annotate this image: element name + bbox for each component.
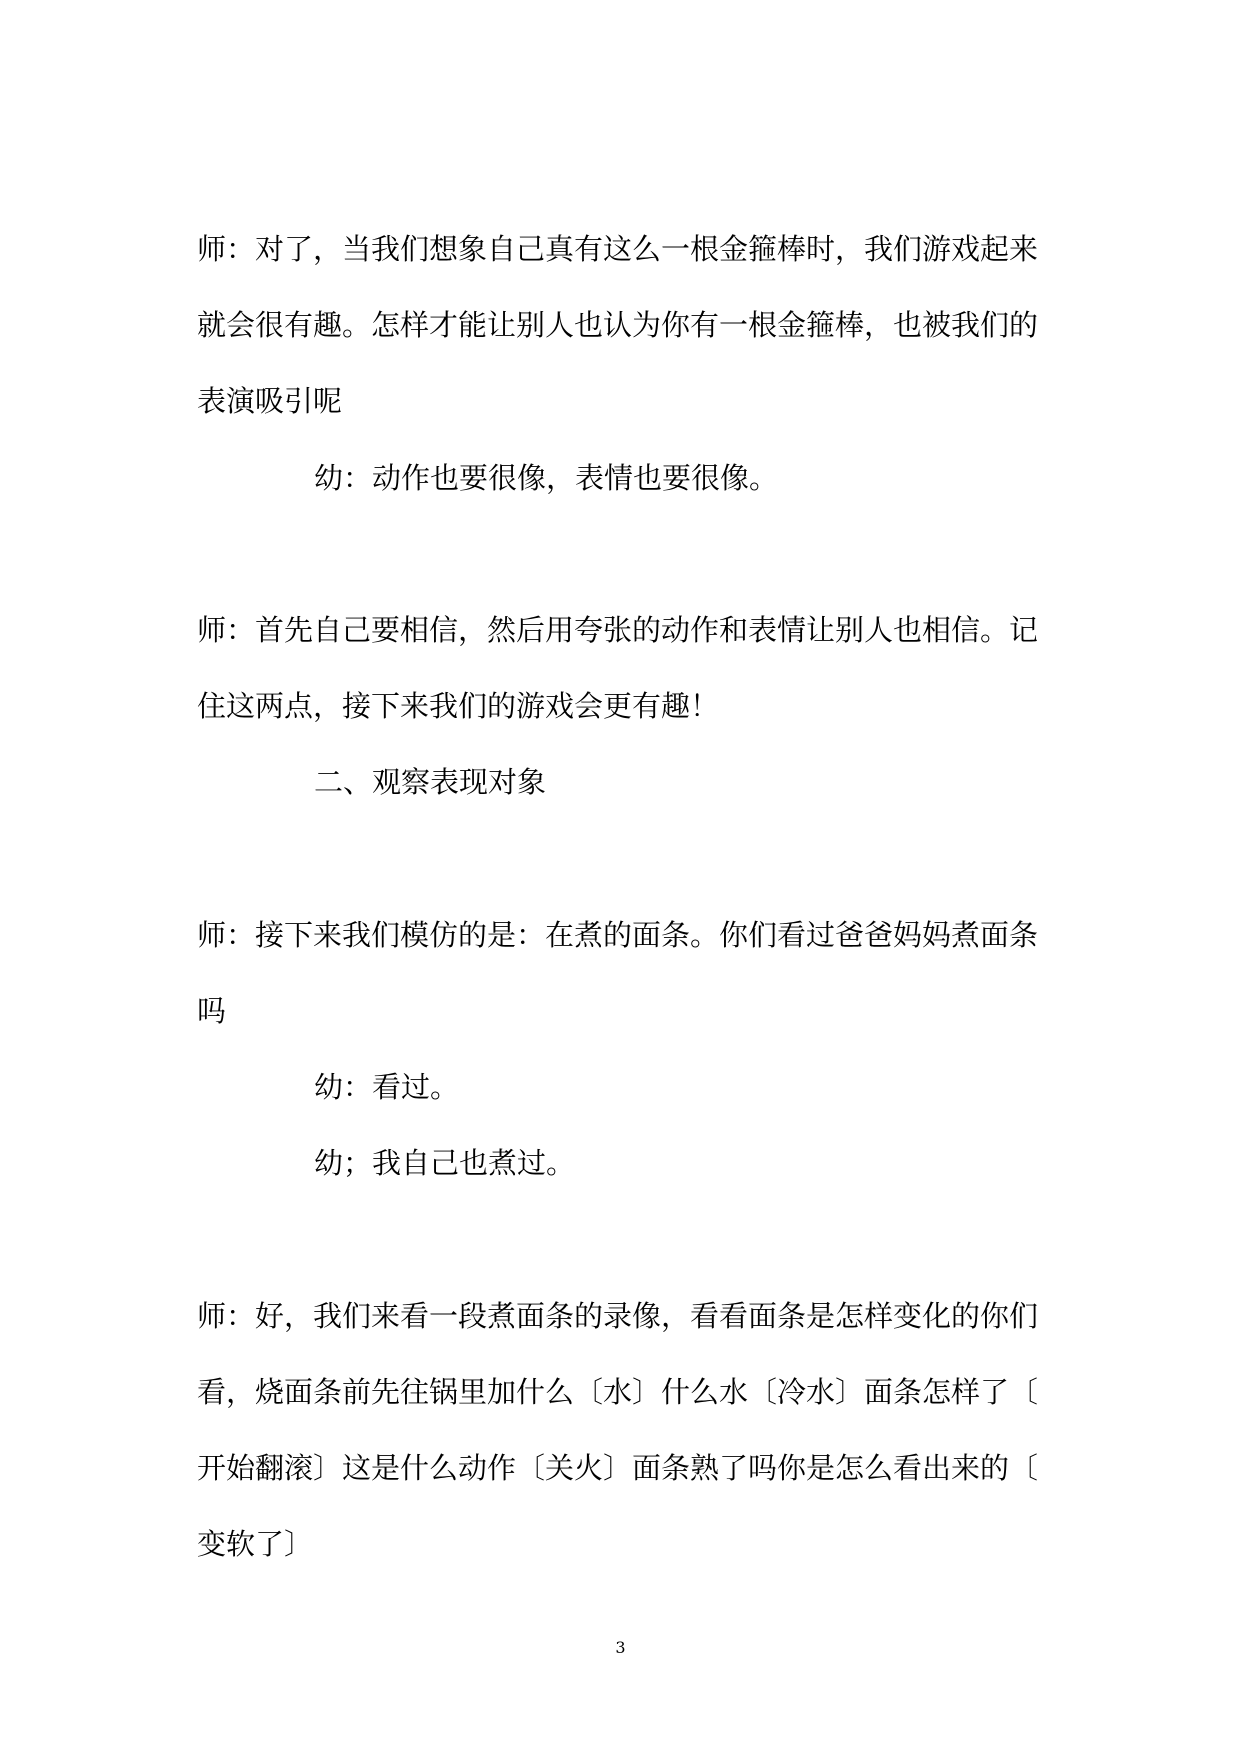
teacher-line-2-end: 住这两点，接下来我们的游戏会更有趣！ [197, 689, 720, 723]
child-reply-2: 幼：看过。 [314, 1070, 460, 1104]
page-number: 3 [615, 1638, 626, 1657]
teacher-line-3: 师：接下来我们模仿的是：在煮的面条。你们看过爸爸妈妈煮面条 [197, 918, 1039, 952]
teacher-line-2: 师：首先自己要相信，然后用夸张的动作和表情让别人也相信。记 [197, 613, 1039, 647]
teacher-line-4-end: 变软了〕 [197, 1527, 314, 1561]
teacher-line-1-end: 表演吸引呢 [197, 384, 343, 418]
teacher-line-1: 师：对了，当我们想象自己真有这么一根金箍棒时，我们游戏起来 [197, 232, 1039, 266]
teacher-line-3-end: 吗 [197, 994, 227, 1028]
teacher-line-4: 师：好，我们来看一段煮面条的录像，看看面条是怎样变化的你们 [197, 1299, 1039, 1333]
teacher-line-4-cont-2: 开始翻滚〕这是什么动作〔关火〕面条熟了吗你是怎么看出来的〔 [197, 1451, 1039, 1485]
teacher-line-1-cont: 就会很有趣。怎样才能让别人也认为你有一根金箍棒，也被我们的 [197, 308, 1039, 342]
teacher-line-4-cont-1: 看，烧面条前先往锅里加什么〔水〕什么水〔冷水〕面条怎样了〔 [197, 1375, 1039, 1409]
child-reply-1: 幼：动作也要很像，表情也要很像。 [314, 461, 779, 495]
child-reply-3: 幼；我自己也煮过。 [314, 1146, 576, 1180]
section-heading: 二、观察表现对象 [314, 765, 547, 799]
